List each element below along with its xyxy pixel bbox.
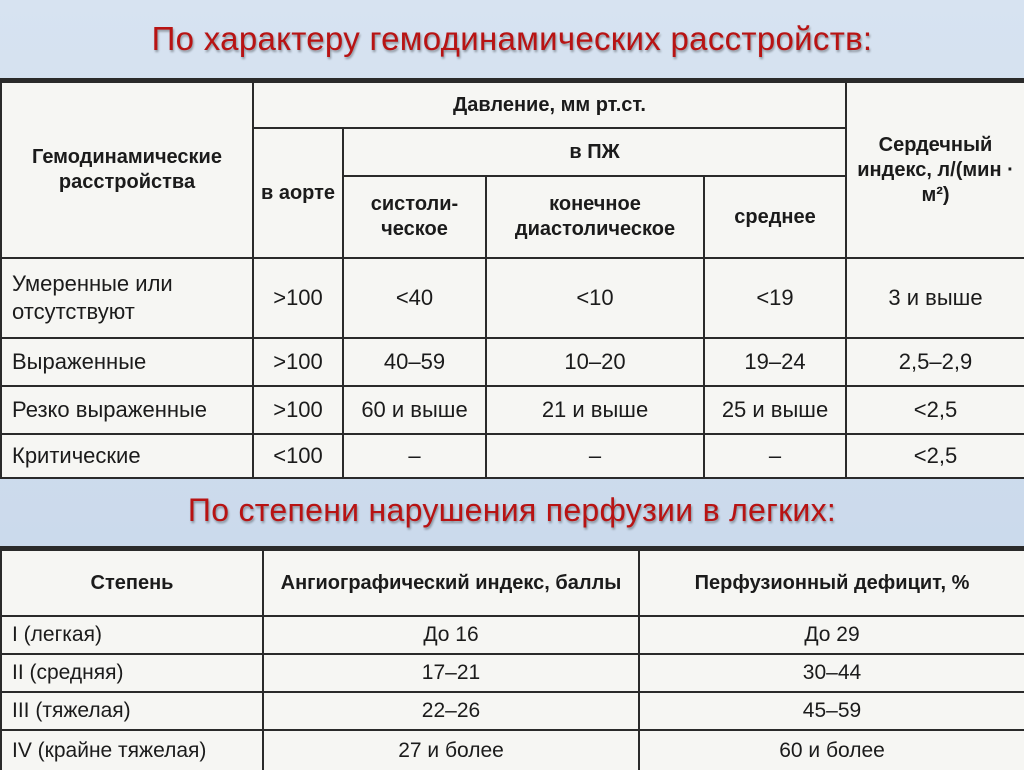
cell-angio-index: 17–21 (263, 654, 639, 692)
cell-angio-index: До 16 (263, 616, 639, 654)
header-angio-index: Ангиографический индекс, баллы (263, 550, 639, 616)
header-aorta: в аорте (253, 128, 343, 258)
cell-aorta: >100 (253, 386, 343, 434)
row-name: Выраженные (1, 338, 253, 386)
hemodynamic-table (0, 81, 1024, 479)
header-mean: среднее (704, 176, 846, 258)
perfusion-table (0, 549, 1024, 770)
perfusion-table-container (0, 546, 1024, 770)
title-banner-perfusion (0, 476, 1024, 544)
cell-perfusion-deficit: 45–59 (639, 692, 1024, 730)
cell-perfusion-deficit: 30–44 (639, 654, 1024, 692)
cell-aorta: >100 (253, 258, 343, 338)
header-end-diastolic: конечное диастолическое (486, 176, 704, 258)
cell-end-diastolic: – (486, 434, 704, 478)
header-disorders: Гемодинамические расстройства (1, 82, 253, 258)
row-name: Умеренные или отсутствуют (1, 258, 253, 338)
row-name: Резко выраженные (1, 386, 253, 434)
cell-cardiac-index: 2,5–2,9 (846, 338, 1024, 386)
table-row (1, 338, 1024, 386)
header-systolic: систоли-ческое (343, 176, 486, 258)
cell-aorta: >100 (253, 338, 343, 386)
cell-degree: III (тяжелая) (1, 692, 263, 730)
cell-perfusion-deficit: До 29 (639, 616, 1024, 654)
slide-title-hemodynamic: По характеру гемодинамических расстройств: (151, 20, 873, 57)
cell-systolic: – (343, 434, 486, 478)
cell-mean: 25 и выше (704, 386, 846, 434)
row-name: Критические (1, 434, 253, 478)
cell-cardiac-index: <2,5 (846, 434, 1024, 478)
table-row (1, 692, 1024, 730)
cell-end-diastolic: 21 и выше (486, 386, 704, 434)
slide-title-perfusion: По степени нарушения перфузии в легких: (187, 491, 837, 528)
cell-cardiac-index: <2,5 (846, 386, 1024, 434)
cell-angio-index: 27 и более (263, 730, 639, 770)
table-row (1, 258, 1024, 338)
header-degree: Степень (1, 550, 263, 616)
table-row (1, 616, 1024, 654)
title-banner-hemodynamic (0, 0, 1024, 78)
cell-angio-index: 22–26 (263, 692, 639, 730)
cell-degree: II (средняя) (1, 654, 263, 692)
header-rv: в ПЖ (343, 128, 846, 176)
table-row (1, 386, 1024, 434)
table-row (1, 654, 1024, 692)
cell-mean: – (704, 434, 846, 478)
cell-systolic: 60 и выше (343, 386, 486, 434)
cell-systolic: <40 (343, 258, 486, 338)
header-pressure: Давление, мм рт.ст. (253, 82, 846, 128)
cell-degree: IV (крайне тяжелая) (1, 730, 263, 770)
cell-mean: 19–24 (704, 338, 846, 386)
cell-end-diastolic: 10–20 (486, 338, 704, 386)
table-row (1, 730, 1024, 770)
cell-cardiac-index: 3 и выше (846, 258, 1024, 338)
cell-degree: I (легкая) (1, 616, 263, 654)
table-row (1, 434, 1024, 478)
hemodynamic-table-container (0, 78, 1024, 479)
cell-systolic: 40–59 (343, 338, 486, 386)
cell-mean: <19 (704, 258, 846, 338)
cell-perfusion-deficit: 60 и более (639, 730, 1024, 770)
cell-end-diastolic: <10 (486, 258, 704, 338)
cell-aorta: <100 (253, 434, 343, 478)
header-perfusion-deficit: Перфузионный дефицит, % (639, 550, 1024, 616)
header-cardiac-index: Сердечный индекс, л/(мин · м²) (846, 82, 1024, 258)
